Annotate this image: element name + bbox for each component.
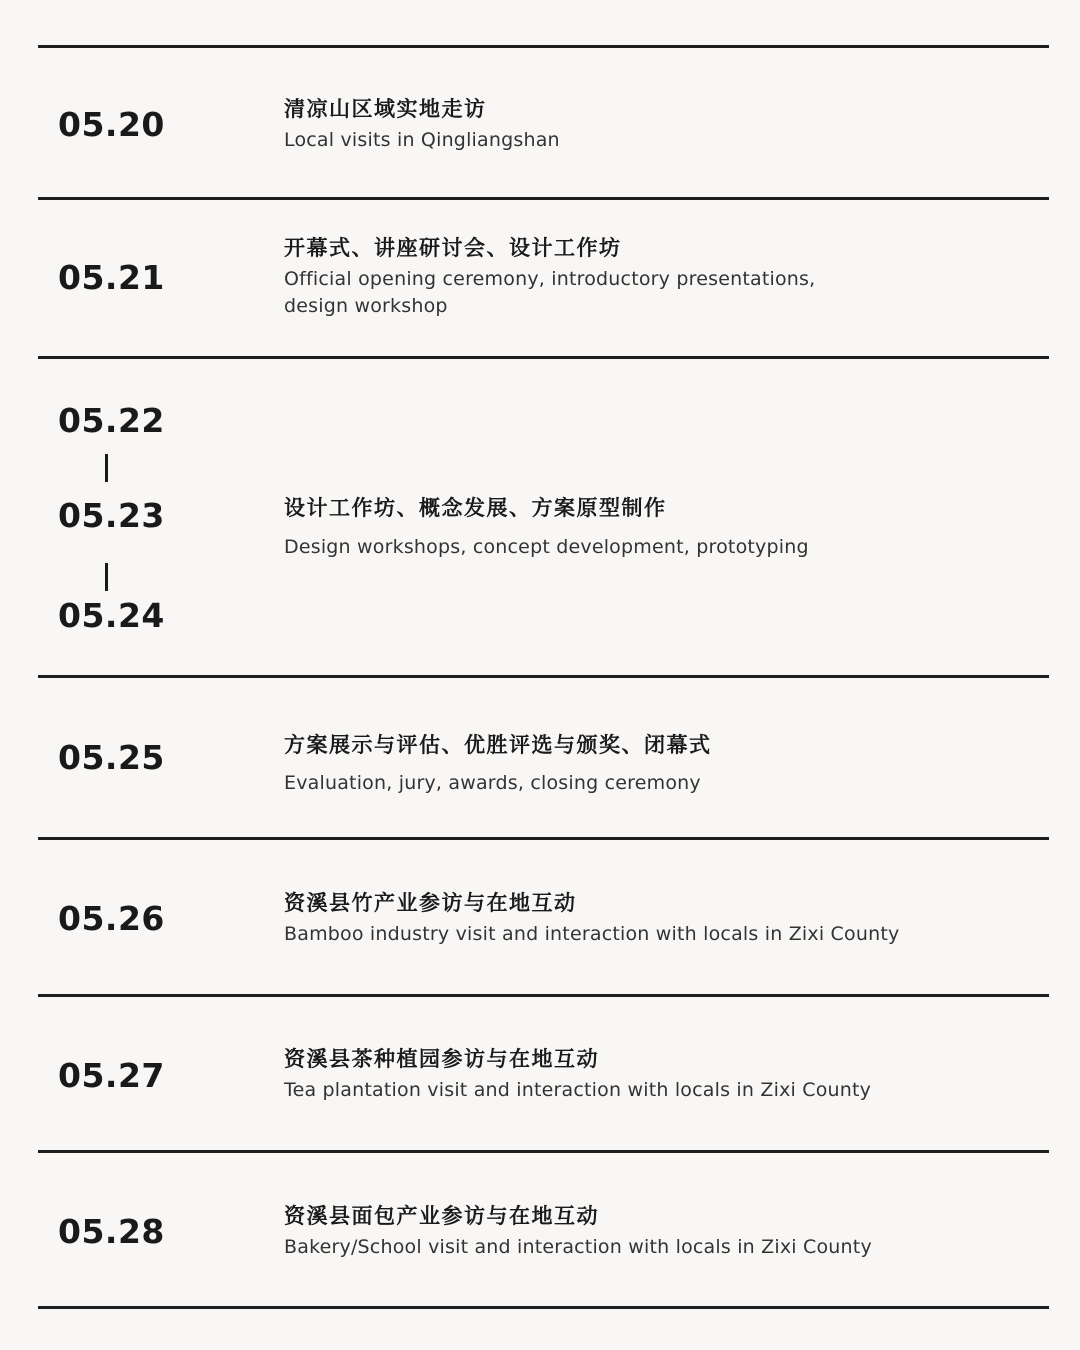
date-label: 05.25 <box>58 738 165 777</box>
date-label: 05.28 <box>58 1212 165 1251</box>
divider-bottom <box>38 1306 1049 1309</box>
divider <box>38 837 1049 840</box>
divider <box>38 1150 1049 1153</box>
divider <box>38 994 1049 997</box>
title-en: Official opening ceremony, introductory presentations, design workshop <box>284 268 816 317</box>
date-label-start: 05.22 <box>58 401 165 440</box>
title-zh: 方案展示与评估、优胜评选与颁奖、闭幕式 <box>284 733 712 757</box>
title-en: Bamboo industry visit and interaction with locals in Zixi County <box>284 923 900 945</box>
title-zh: 资溪县竹产业参访与在地互动 <box>284 891 577 915</box>
title-zh: 资溪县面包产业参访与在地互动 <box>284 1204 599 1228</box>
title-en: Tea plantation visit and interaction with locals in Zixi County <box>284 1079 872 1101</box>
title-zh: 资溪县茶种植园参访与在地互动 <box>284 1047 599 1071</box>
divider <box>38 197 1049 200</box>
title-zh: 设计工作坊、概念发展、方案原型制作 <box>284 496 667 520</box>
date-label: 05.20 <box>58 105 165 144</box>
title-zh: 开幕式、讲座研讨会、设计工作坊 <box>284 236 622 260</box>
title-en: Design workshops, concept development, prototyping <box>284 536 809 558</box>
date-label-mid: 05.23 <box>58 496 165 535</box>
date-label: 05.21 <box>58 258 165 297</box>
date-label: 05.26 <box>58 899 165 938</box>
range-separator <box>105 563 108 591</box>
divider <box>38 356 1049 359</box>
divider-top <box>38 45 1049 48</box>
range-separator <box>105 454 108 482</box>
date-label-end: 05.24 <box>58 596 165 635</box>
date-label: 05.27 <box>58 1056 165 1095</box>
title-en: Evaluation, jury, awards, closing ceremony <box>284 772 701 794</box>
title-en: Bakery/School visit and interaction with locals in Zixi County <box>284 1236 872 1258</box>
title-zh: 清凉山区域实地走访 <box>284 97 487 121</box>
title-en: Local visits in Qingliangshan <box>284 129 560 151</box>
divider <box>38 675 1049 678</box>
